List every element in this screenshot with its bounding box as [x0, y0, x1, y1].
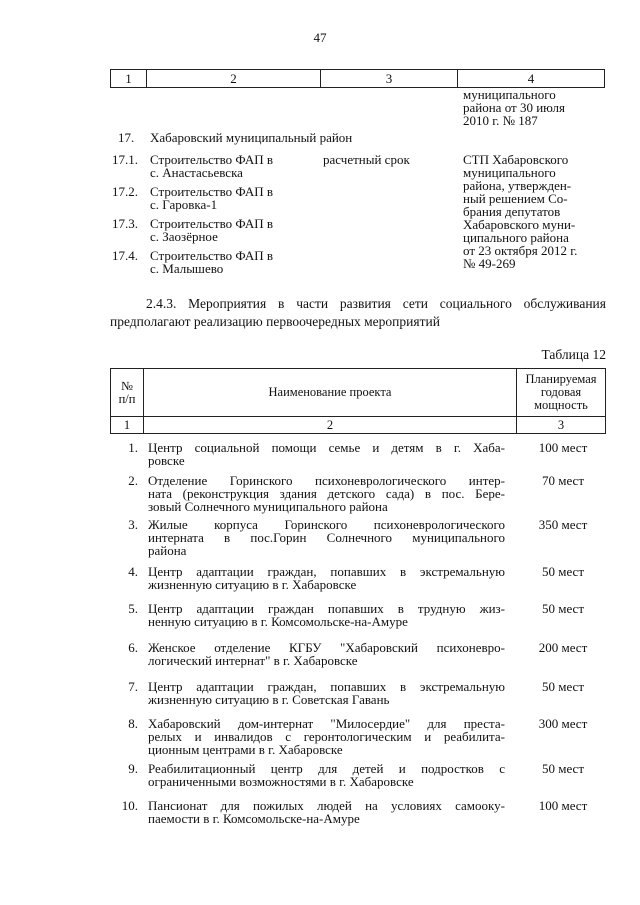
table-row-number: 5.: [128, 601, 138, 616]
source-document-line: ный решением Со-: [463, 191, 568, 206]
continuation-line: муниципального: [463, 87, 556, 102]
project-line: ненную ситуацию в г. Комсомольске-на-Амуре: [148, 614, 408, 629]
table-row-project: [148, 717, 505, 756]
table-row-number: 6.: [128, 640, 138, 655]
column-number-2: 2: [144, 417, 517, 434]
table-row-number: 2.: [128, 473, 138, 488]
table-row-capacity: 50 мест: [541, 564, 585, 579]
header-text: Планируемая: [525, 372, 597, 386]
paragraph-line: предполагают реализацию первоочередных мероприятий: [110, 314, 440, 329]
source-document-line: ципального района: [463, 230, 569, 245]
project-line: Центр адаптации граждан, попавших в экстремальную: [148, 564, 505, 579]
continuation-cell: [463, 88, 608, 127]
source-document-line: от 23 октября 2012 г.: [463, 243, 578, 258]
column-number-2: 2: [147, 70, 321, 88]
header-text: №: [121, 378, 133, 393]
row-project-line: Строительство ФАП в: [150, 152, 274, 167]
table-row-number: 8.: [128, 716, 138, 731]
row-number: 17.1.: [112, 152, 138, 167]
project-line: Жилые корпуса Горинского психоневрологического: [148, 517, 505, 532]
table-row-project: [148, 799, 505, 825]
source-document-cell: [463, 153, 608, 270]
project-line: Пансионат для пожилых людей на условиях самооку-: [148, 798, 505, 813]
project-line: ограниченными возможностями в г. Хабаровске: [148, 774, 414, 789]
row-project-line: с. Заозёрное: [150, 229, 218, 244]
deadline-cell: расчетный срок: [323, 152, 410, 167]
project-line: релых и инвалидов с геронтологическим и реабилита-: [148, 729, 505, 744]
table-row-capacity: 50 мест: [541, 679, 585, 694]
table-row-project: [148, 641, 505, 667]
table-row-project: [148, 602, 505, 628]
row-project-line: с. Гаровка-1: [150, 197, 218, 212]
row-project: [150, 185, 273, 211]
column-number-1: 1: [111, 70, 147, 88]
row-project-line: Строительство ФАП в: [150, 216, 274, 231]
row-number: 17.4.: [112, 248, 138, 263]
header-cell-project: Наименование проекта: [144, 369, 517, 417]
project-line: ната (реконструкция здания детского сада) в пос. Бере-: [148, 486, 505, 501]
column-number-3: 3: [321, 70, 458, 88]
project-line: Центр социальной помощи семье и детям в г. Хаба-: [148, 440, 505, 455]
table-row-capacity: 70 мест: [541, 473, 585, 488]
project-line: жизненную ситуацию в г. Советская Гавань: [148, 692, 390, 707]
project-line: Центр адаптации граждан попавших в трудную жиз-: [148, 601, 505, 616]
row-project: [150, 153, 273, 179]
project-line: зовый Солнечного муниципального района: [148, 499, 388, 514]
row-project-line: с. Малышево: [150, 261, 224, 276]
project-line: Реабилитационный центр для детей и подростков с: [148, 761, 505, 776]
source-document-line: брания депутатов: [463, 204, 561, 219]
table-row-project: [148, 518, 505, 557]
project-line: интерната в пос.Горин Солнечного муниципального: [148, 530, 505, 545]
table-row-number: 9.: [128, 761, 138, 776]
header-text: годовая: [540, 385, 582, 399]
column-number-3: 3: [517, 417, 606, 434]
table-row-project: [148, 565, 505, 591]
header-text: п/п: [118, 391, 136, 406]
source-document-line: муниципального: [463, 165, 556, 180]
table-row-number: 10.: [121, 798, 138, 813]
section-title: Хабаровский муниципальный район: [150, 130, 353, 145]
source-document-line: Хабаровского муни-: [463, 217, 576, 232]
project-line: Хабаровский дом-интернат "Милосердие" для преста-: [148, 716, 505, 731]
table-row-project: [148, 762, 505, 788]
column-number-1: 1: [111, 417, 144, 434]
row-project: [150, 249, 273, 275]
row-number: 17.2.: [112, 184, 138, 199]
table-row-capacity: 100 мест: [538, 440, 588, 455]
table-row-number: 3.: [128, 517, 138, 532]
row-project: [150, 217, 273, 243]
paragraph-line: 2.4.3. Мероприятия в части развития сети социального обслуживания: [146, 296, 606, 311]
table-row-capacity: 200 мест: [538, 640, 588, 655]
table-row-capacity: 50 мест: [541, 601, 585, 616]
table-row-number: 4.: [128, 564, 138, 579]
project-line: паемости в г. Комсомольске-на-Амуре: [148, 811, 360, 826]
continuation-line: района от 30 июля: [463, 100, 566, 115]
project-line: логический интернат" в г. Хабаровске: [148, 653, 358, 668]
project-line: Женское отделение КГБУ "Хабаровский психоневро-: [148, 640, 505, 655]
source-document-line: СТП Хабаровского: [463, 152, 569, 167]
table-row-project: [148, 441, 505, 467]
project-line: ционным центрами в г. Хабаровске: [148, 742, 343, 757]
header-cell-capacity: [517, 369, 606, 417]
header-cell-number: [111, 369, 144, 417]
continuation-line: 2010 г. № 187: [463, 113, 538, 128]
table-row-capacity: 50 мест: [541, 761, 585, 776]
header-text: мощность: [534, 398, 588, 412]
column-number-4: 4: [458, 70, 605, 88]
table-row-project: [148, 680, 505, 706]
page-number: 47: [313, 30, 327, 45]
table-row-capacity: 100 мест: [538, 798, 588, 813]
body-paragraph: [110, 295, 606, 331]
table-row-number: 7.: [128, 679, 138, 694]
table-row-project: [148, 474, 505, 513]
continued-table-header: [110, 69, 605, 88]
project-line: Центр адаптации граждан, попавших в экстремальную: [148, 679, 505, 694]
source-document-line: района, утвержден-: [463, 178, 572, 193]
row-project-line: с. Анастасьевска: [150, 165, 243, 180]
table-row-capacity: 300 мест: [538, 716, 588, 731]
row-project-line: Строительство ФАП в: [150, 184, 274, 199]
table-12-header: [110, 368, 606, 434]
row-number: 17.3.: [112, 216, 138, 231]
section-number: 17.: [118, 130, 135, 145]
table-row-capacity: 350 мест: [538, 517, 588, 532]
table-row-number: 1.: [128, 440, 138, 455]
source-document-line: № 49-269: [463, 256, 516, 271]
project-line: Отделение Горинского психоневрологического интер-: [148, 473, 505, 488]
project-line: ровске: [148, 453, 185, 468]
project-line: района: [148, 543, 187, 558]
table-caption: Таблица 12: [541, 347, 606, 362]
project-line: жизненную ситуацию в г. Хабаровске: [148, 577, 357, 592]
row-project-line: Строительство ФАП в: [150, 248, 274, 263]
